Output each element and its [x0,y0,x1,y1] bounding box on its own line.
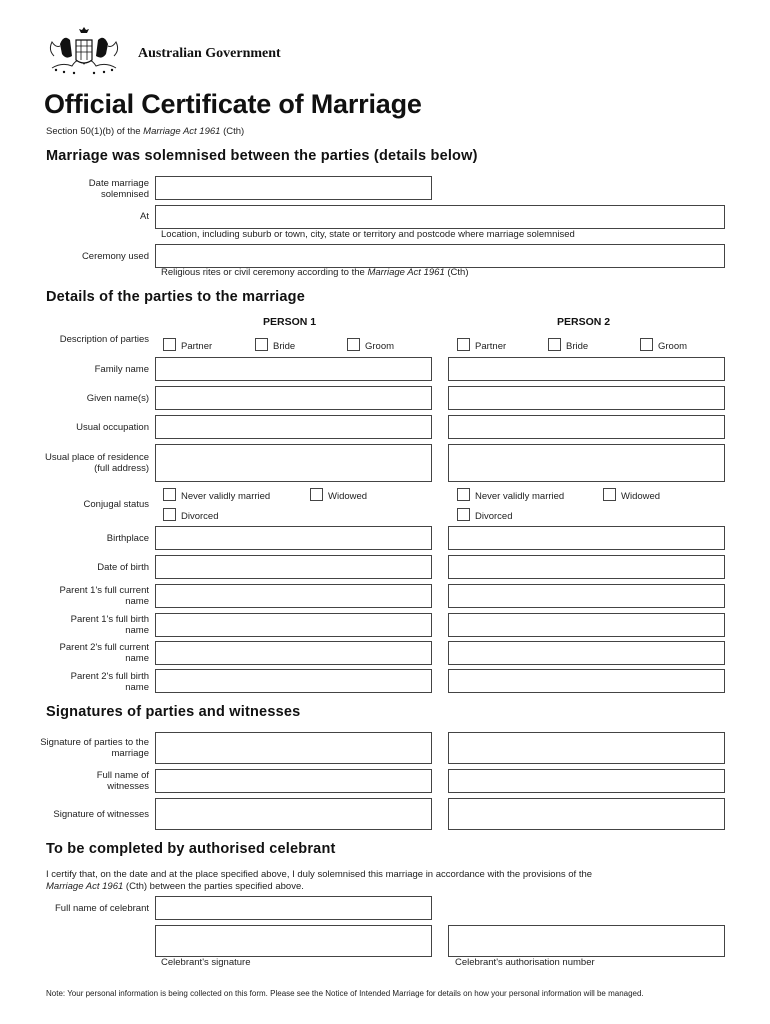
celebrant-auth-number-note: Celebrant's authorisation number [455,957,595,968]
ceremony-note-prefix: Religious rites or civil ceremony according to the [161,267,368,278]
ceremony-note-act: Marriage Act 1961 [367,267,445,278]
celebrant-auth-number-field[interactable] [448,925,725,957]
page-subtitle [46,126,244,137]
p1-signature-field[interactable] [155,732,432,764]
subtitle-act: Marriage Act 1961 [143,126,221,137]
p2-groom-label: Groom [658,341,688,352]
p2-never-married-label: Never validly married [475,491,565,502]
p1-parent1-current-field[interactable] [155,584,432,608]
given-names-label: Given name(s) [86,393,149,404]
p1-bride-checkbox[interactable] [255,338,268,351]
occupation-label: Usual occupation [76,422,149,433]
p1-groom-label: Groom [365,341,395,352]
p2-widowed-label: Widowed [621,491,661,502]
subtitle-suffix: (Cth) [220,126,245,137]
celebrant-name-field[interactable] [155,896,432,920]
description-label: Description of parties [59,334,149,345]
certify-line-1: I certify that, on the date and at the place specified above, I duly solemnised this marriage in accordance with the provisions of the [46,869,593,880]
p1-divorced-checkbox[interactable] [163,508,176,521]
dob-label: Date of birth [97,562,149,573]
witness-signature-label: Signature of witnesses [53,809,149,820]
location-note: Location, including suburb or town, city, state or territory and postcode where marriage solemnised [161,229,575,240]
p2-residence-field[interactable] [448,444,725,482]
ceremony-label: Ceremony used [81,251,149,262]
family-name-label: Family name [94,364,149,375]
date-marriage-label: Date marriage solemnised [88,178,149,200]
parent1-current-label: Parent 1's full current name [59,585,149,607]
page-title: Official Certificate of Marriage [44,89,422,119]
celebrant-signature-field[interactable] [155,925,432,957]
p1-partner-checkbox[interactable] [163,338,176,351]
p1-family-name-field[interactable] [155,357,432,381]
date-marriage-field[interactable] [155,176,432,200]
p1-widowed-checkbox[interactable] [310,488,323,501]
person2-heading: PERSON 2 [557,316,611,328]
government-name: Australian Government [138,46,281,61]
witness2-signature-field[interactable] [448,798,725,830]
residence-label: Usual place of residence (full address) [44,452,149,474]
p2-partner-checkbox[interactable] [457,338,470,351]
p2-bride-label: Bride [566,341,589,352]
p1-never-married-checkbox[interactable] [163,488,176,501]
p2-parent2-birth-field[interactable] [448,669,725,693]
celebrant-heading: To be completed by authorised celebrant [46,841,336,857]
certify-line-2-suffix: (Cth) between the parties specified above. [123,881,304,892]
p2-divorced-label: Divorced [475,511,513,522]
p1-widowed-label: Widowed [328,491,368,502]
p2-divorced-checkbox[interactable] [457,508,470,521]
parent1-birth-label: Parent 1's full birth name [70,614,149,636]
p2-given-names-field[interactable] [448,386,725,410]
celebrant-name-label: Full name of celebrant [55,903,149,914]
location-field[interactable] [155,205,725,229]
p2-never-married-checkbox[interactable] [457,488,470,501]
ceremony-note [161,267,468,278]
p2-partner-label: Partner [475,341,507,352]
certify-act: Marriage Act 1961 [46,881,124,892]
p1-bride-label: Bride [273,341,296,352]
marriage-heading: Marriage was solemnised between the parties (details below) [46,148,478,164]
p2-occupation-field[interactable] [448,415,725,439]
parties-signature-label: Signature of parties to the marriage [40,737,149,759]
p2-parent1-current-field[interactable] [448,584,725,608]
witness1-name-field[interactable] [155,769,432,793]
p1-birthplace-field[interactable] [155,526,432,550]
p1-divorced-label: Divorced [181,511,219,522]
birthplace-label: Birthplace [106,533,149,544]
p1-never-married-label: Never validly married [181,491,271,502]
p1-parent2-current-field[interactable] [155,641,432,665]
at-label: At [140,211,149,222]
p1-dob-field[interactable] [155,555,432,579]
p1-given-names-field[interactable] [155,386,432,410]
p1-residence-field[interactable] [155,444,432,482]
footer-note: Note: Your personal information is being collected on this form. Please see the Notice of Intended Marriage for details on how your personal information will be managed. [46,989,644,998]
witness2-name-field[interactable] [448,769,725,793]
p1-parent1-birth-field[interactable] [155,613,432,637]
p1-groom-checkbox[interactable] [347,338,360,351]
person1-heading: PERSON 1 [263,316,317,328]
p2-parent1-birth-field[interactable] [448,613,725,637]
subtitle-prefix: Section 50(1)(b) of the [46,126,144,137]
p2-bride-checkbox[interactable] [548,338,561,351]
witness1-signature-field[interactable] [155,798,432,830]
p1-parent2-birth-field[interactable] [155,669,432,693]
p2-groom-checkbox[interactable] [640,338,653,351]
certify-line-2 [46,881,304,892]
p2-dob-field[interactable] [448,555,725,579]
p1-partner-label: Partner [181,341,213,352]
p1-occupation-field[interactable] [155,415,432,439]
p2-birthplace-field[interactable] [448,526,725,550]
p2-signature-field[interactable] [448,732,725,764]
parent2-birth-label: Parent 2's full birth name [70,671,149,693]
p2-family-name-field[interactable] [448,357,725,381]
coat-of-arms-logo [46,26,122,80]
parties-heading: Details of the parties to the marriage [46,289,305,305]
ceremony-field[interactable] [155,244,725,268]
p2-parent2-current-field[interactable] [448,641,725,665]
parent2-current-label: Parent 2's full current name [59,642,149,664]
signatures-heading: Signatures of parties and witnesses [46,704,301,720]
celebrant-signature-note: Celebrant's signature [161,957,251,968]
conjugal-label: Conjugal status [83,499,149,510]
p2-widowed-checkbox[interactable] [603,488,616,501]
ceremony-note-suffix: (Cth) [444,267,469,278]
witness-names-label: Full name of witnesses [96,770,149,792]
